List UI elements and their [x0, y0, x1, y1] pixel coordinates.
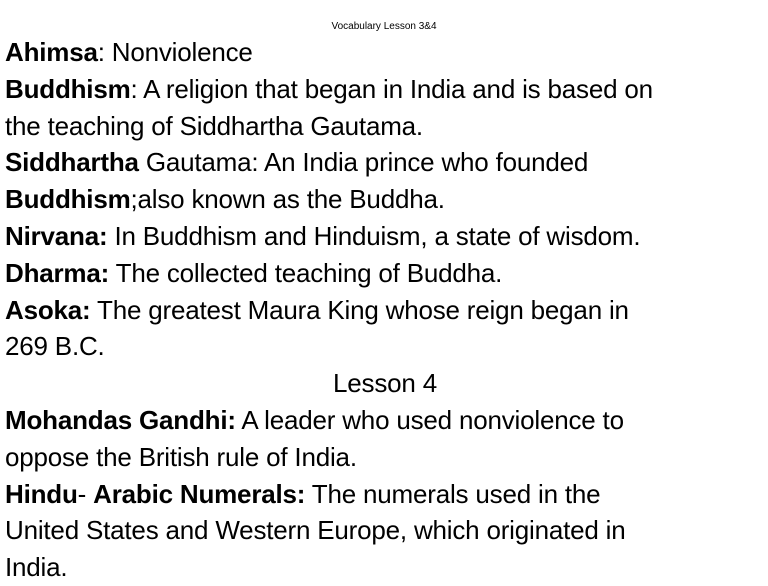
definition: Gautama: An India prince who founded [138, 147, 589, 178]
term: Mohandas Gandhi: [5, 404, 236, 435]
vocabulary-body [5, 34, 765, 586]
term-second: Arabic Numerals: [93, 478, 306, 509]
definition: The collected teaching of Buddha. [109, 257, 503, 288]
term: Hindu [5, 478, 78, 509]
term: Dharma: [5, 257, 110, 288]
text-line-dharma [5, 255, 765, 292]
term: Buddhism [5, 73, 131, 104]
definition: A leader who used nonviolence to [235, 404, 624, 435]
term: Buddhism [5, 184, 131, 215]
separator: : [130, 73, 138, 104]
text-line-asoka [5, 292, 765, 329]
text-line-buddhism-cont [5, 108, 765, 145]
text-line-hindu-arabic [5, 476, 765, 513]
term: Nirvana: [5, 220, 108, 251]
term: Siddhartha [5, 147, 139, 178]
text-line-siddhartha-cont [5, 181, 765, 218]
definition: The greatest Maura King whose reign began in [90, 294, 629, 325]
definition: ;also known as the Buddha. [130, 184, 445, 215]
definition: 269 B.C. [5, 331, 105, 362]
definition: oppose the British rule of India. [5, 441, 357, 472]
definition: A religion that began in India and is based on [137, 73, 653, 104]
text-line-asoka-cont [5, 328, 765, 365]
text-line-hindu-arabic-cont [5, 512, 765, 549]
text-line-siddhartha [5, 144, 765, 181]
separator: - [77, 478, 94, 509]
definition: In Buddhism and Hinduism, a state of wisdom. [107, 220, 641, 251]
term: Asoka: [5, 294, 91, 325]
text-line-gandhi [5, 402, 765, 439]
text-line-nirvana [5, 218, 765, 255]
text-line-buddhism [5, 71, 765, 108]
definition: India. [5, 552, 68, 583]
text-line-ahimsa [5, 34, 765, 71]
text-line-hindu-arabic-cont-2 [5, 549, 765, 586]
section-heading-lesson-4: Lesson 4 [333, 368, 437, 399]
separator: : [97, 37, 105, 67]
definition: United States and Western Europe, which originated in [5, 515, 626, 546]
document-title: Vocabulary Lesson 3&4 [331, 21, 437, 32]
text-line-gandhi-cont [5, 439, 765, 476]
term: Ahimsa [5, 37, 98, 67]
definition: The numerals used in the [305, 478, 601, 509]
definition: Nonviolence [104, 37, 253, 67]
definition: the teaching of Siddhartha Gautama. [5, 110, 423, 141]
